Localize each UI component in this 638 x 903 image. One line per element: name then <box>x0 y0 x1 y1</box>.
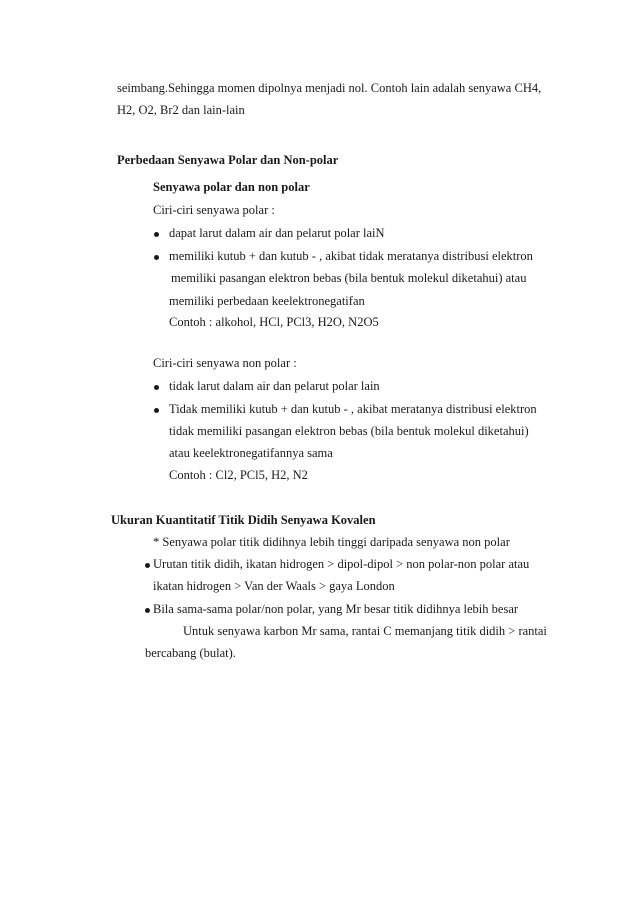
intro-line-1: seimbang.Sehingga momen dipolnya menjadi nol. Contoh lain adalah senyawa CH4, <box>117 81 542 95</box>
section-heading-boiling-point: Ukuran Kuantitatif Titik Didih Senyawa Kovalen <box>111 513 376 527</box>
bullet-dot-icon <box>154 232 159 237</box>
section-heading-polar-nonpolar: Perbedaan Senyawa Polar dan Non-polar <box>117 153 339 167</box>
carbon-paragraph-line-1: Untuk senyawa karbon Mr sama, rantai C memanjang titik didih > rantai <box>183 624 547 638</box>
polar-example: Contoh : alkohol, HCl, PCl3, H2O, N2O5 <box>169 315 379 329</box>
bullet-dot-icon <box>154 255 159 260</box>
bullet-dot-icon <box>154 385 159 390</box>
nonpolar-bullet-2-line-2: tidak memiliki pasangan elektron bebas (bila bentuk molekul diketahui) <box>169 424 529 438</box>
bullet-dot-icon <box>145 608 150 613</box>
polar-title: Ciri-ciri senyawa polar : <box>153 203 275 217</box>
nonpolar-bullet-2-line-3: atau keelektronegatifannya sama <box>169 446 333 460</box>
boiling-point-note: * Senyawa polar titik didihnya lebih tinggi daripada senyawa non polar <box>153 535 510 549</box>
bullet-dot-icon <box>145 563 150 568</box>
polar-bullet-2-line-1: memiliki kutub + dan kutub - , akibat tidak meratanya distribusi elektron <box>169 249 533 263</box>
nonpolar-title: Ciri-ciri senyawa non polar : <box>153 356 297 370</box>
subheading-polar-nonpolar: Senyawa polar dan non polar <box>153 180 310 194</box>
intro-line-2: H2, O2, Br2 dan lain-lain <box>117 103 245 117</box>
nonpolar-bullet-2-line-1: Tidak memiliki kutub + dan kutub - , akibat meratanya distribusi elektron <box>169 402 537 416</box>
polar-bullet-1: dapat larut dalam air dan pelarut polar laiN <box>169 226 385 240</box>
polar-bullet-2-line-2: memiliki pasangan elektron bebas (bila bentuk molekul diketahui) atau <box>171 271 527 285</box>
boiling-bullet-1-line-2: ikatan hidrogen > Van der Waals > gaya London <box>153 579 395 593</box>
nonpolar-example: Contoh : Cl2, PCl5, H2, N2 <box>169 468 308 482</box>
boiling-bullet-1-line-1: Urutan titik didih, ikatan hidrogen > dipol-dipol > non polar-non polar atau <box>153 557 530 571</box>
boiling-bullet-2: Bila sama-sama polar/non polar, yang Mr besar titik didihnya lebih besar <box>153 602 519 616</box>
nonpolar-bullet-1: tidak larut dalam air dan pelarut polar lain <box>169 379 380 393</box>
carbon-paragraph-line-2: bercabang (bulat). <box>145 646 236 660</box>
polar-bullet-2-line-3: memiliki perbedaan keelektronegatifan <box>169 294 365 308</box>
bullet-dot-icon <box>154 408 159 413</box>
